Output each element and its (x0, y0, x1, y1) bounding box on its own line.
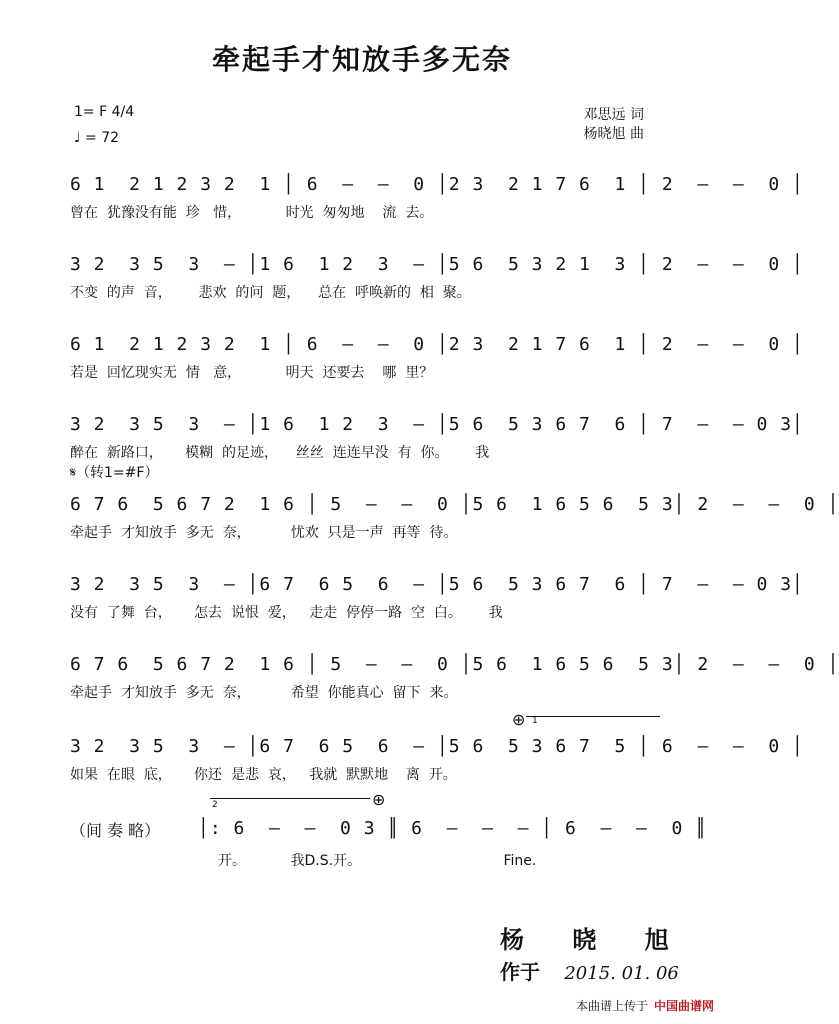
footer-text: 本曲谱上传于 (575, 999, 648, 1013)
lyrics-row-6: 没有 了舞 台， 怎去 说恨 爱， 走走 停停一路 空 白。 我 (70, 605, 503, 621)
lyrics-row-5: 牵起手 才知放手 多无 奈， 忧欢 只是一声 再等 待。 (70, 525, 458, 541)
volta-bracket-1 (526, 716, 660, 717)
notes-row-1: 6 1 2 1 2 3 2 1 │ 6 — — 0 │2 3 2 1 7 6 1 │ 2 — — 0 │ (70, 174, 804, 195)
coda-icon-2: ⊕ (372, 790, 386, 809)
notes-row-5: 6 7 6 5 6 7 2 1 6 │ 5 — — 0 │5 6 1 6 5 6 5 3│ 2 — — 0 │ (70, 494, 839, 515)
composer-credit: 杨晓旭 曲 (583, 126, 644, 142)
last-row-notes: │: 6 — — 0 3 ║ 6 — — — │ 6 — — 0 ║ (198, 818, 707, 839)
footer-watermark (576, 997, 714, 1014)
notes-row-6: 3 2 3 5 3 — │6 7 6 5 6 — │5 6 5 3 6 7 6 │ 7 — — 0 3│ (70, 574, 804, 595)
interlude-label: （间 奏 略） (70, 821, 161, 840)
lyrics-row-1: 曾在 犹豫没有能 珍 惜， 时光 匆匆地 流 去。 (70, 205, 434, 221)
footer-brand: 中国曲谱网 (653, 999, 714, 1013)
notes-row-2: 3 2 3 5 3 — │1 6 1 2 3 — │5 6 5 3 2 1 3 │ 2 — — 0 │ (70, 254, 804, 275)
page-title: 牵起手才知放手多无奈 (211, 43, 512, 76)
volta-2-label: 2 (212, 800, 218, 810)
notes-row-4: 3 2 3 5 3 — │1 6 1 2 3 — │5 6 5 3 6 7 6 │ 7 — — 0 3│ (70, 414, 804, 435)
date-label: 作于 (500, 960, 540, 984)
lyricist-credit: 邓思远 词 (583, 107, 644, 123)
coda-icon: ⊕ (512, 710, 526, 729)
volta-bracket-2 (210, 798, 370, 799)
notes-row-8: 3 2 3 5 3 — │6 7 6 5 6 — │5 6 5 3 6 7 5 │ 6 — — 0 │ (70, 736, 804, 757)
volta-1-label: 1 (532, 716, 538, 726)
lyrics-row-8: 如果 在眼 底， 你还 是悲 哀， 我就 默默地 离 开。 (70, 767, 457, 783)
notes-row-3: 6 1 2 1 2 3 2 1 │ 6 — — 0 │2 3 2 1 7 6 1 │ 2 — — 0 │ (70, 334, 804, 355)
notes-row-7: 6 7 6 5 6 7 2 1 6 │ 5 — — 0 │5 6 1 6 5 6 5 3│ 2 — — 0 │ (70, 654, 839, 675)
lyrics-row-3: 若是 回忆现实无 情 意， 明天 还要去 哪 里？ (70, 365, 434, 381)
composition-date (500, 956, 679, 985)
date-value: 2015. 01. 06 (564, 963, 679, 984)
last-row-lyrics: 开。 我D.S.开。 Fine. (218, 853, 537, 869)
tempo-marking: ♩ = 72 (74, 130, 120, 146)
lyrics-row-7: 牵起手 才知放手 多无 奈， 希望 你能真心 留下 来。 (70, 685, 458, 701)
key-signature: 1= F 4/4 (74, 104, 135, 120)
signature: 杨 晓 旭 (500, 926, 689, 954)
lyrics-row-4: 醉在 新路口， 模糊 的足迹， 丝丝 连连早没 有 你。 我 (70, 445, 490, 461)
credits (584, 106, 644, 144)
lyrics-row-2: 不变 的声 音， 悲欢 的问 题， 总在 呼唤新的 相 聚。 (70, 285, 471, 301)
modulation-mark: 𝄋（转1=#F） (70, 465, 159, 481)
